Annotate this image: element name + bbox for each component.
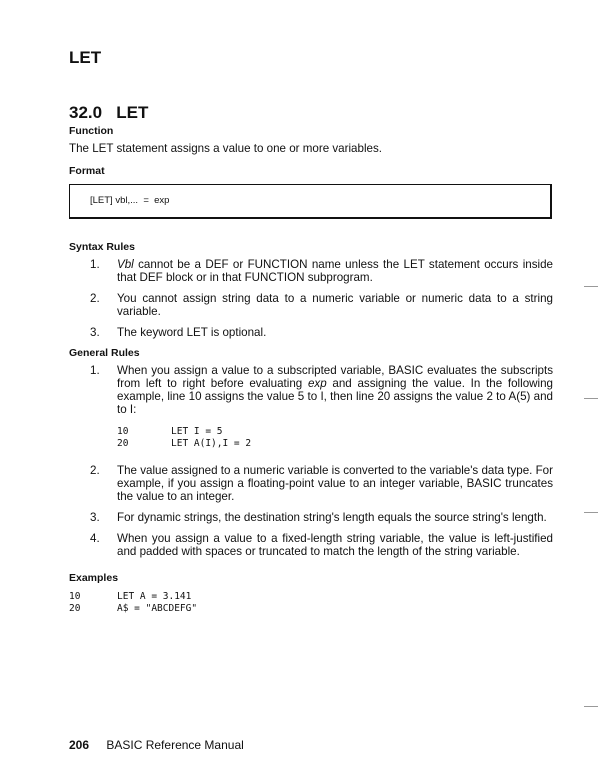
syntax-rule <box>69 292 553 318</box>
rule-text-b: and assigning the value. In the following example, line 10 assigns the value 5 to I, then line 20 assigns the value 2 to A(5) and to I: <box>117 377 553 416</box>
examples-code-block <box>69 591 553 615</box>
general-rule <box>69 364 553 450</box>
syntax-rule <box>69 326 553 339</box>
code-line <box>69 591 553 603</box>
format-box <box>69 184 552 219</box>
general-rule <box>69 464 553 503</box>
margin-mark <box>584 512 598 513</box>
rule-number: 3. <box>90 511 100 524</box>
section-title: LET <box>116 103 149 122</box>
line-number: 20 <box>117 438 129 449</box>
syntax-rule <box>69 258 553 284</box>
line-number: 10 <box>117 426 129 437</box>
rule-text: For dynamic strings, the destination string's length equals the source string's length. <box>117 511 547 524</box>
page-number: 206 <box>69 738 90 752</box>
statement: LET I = 5 <box>171 426 223 437</box>
rule-number: 2. <box>90 292 100 305</box>
rule-number: 2. <box>90 464 100 477</box>
rule-text <box>117 258 553 284</box>
rule-text <box>117 364 553 416</box>
statement: LET A(I),I = 2 <box>171 438 252 449</box>
rule-number: 1. <box>90 258 100 271</box>
function-text: The LET statement assigns a value to one or more variables. <box>69 142 382 155</box>
code-block <box>117 426 553 450</box>
general-rules-list <box>69 364 553 558</box>
page-header-title: LET <box>69 48 102 67</box>
margin-mark <box>584 706 598 707</box>
margin-mark <box>584 286 598 287</box>
statement: A$ = "ABCDEFG" <box>117 603 198 614</box>
rule-text: The keyword LET is optional. <box>117 326 267 339</box>
code-line <box>117 438 553 450</box>
syntax-rules-list <box>69 258 553 339</box>
rule-text: The value assigned to a numeric variable is converted to the variable's data type. For example, if you assign a floating-point value to an integer variable, BASIC truncates the value to an integer. <box>117 464 553 503</box>
line-number: 20 <box>69 603 81 614</box>
statement: LET A = 3.141 <box>117 591 192 602</box>
rule-italic: exp <box>307 377 327 390</box>
section-heading <box>69 103 553 123</box>
code-line <box>117 426 553 438</box>
code-line <box>69 603 553 615</box>
general-rule <box>69 532 553 558</box>
rule-text: You cannot assign string data to a numeric variable or numeric data to a string variable. <box>117 292 553 318</box>
rule-text: When you assign a value to a fixed-length string variable, the value is left-justified and padded with spaces or truncated to match the length of the string variable. <box>117 532 553 558</box>
format-syntax: [LET] vbl,... = exp <box>90 195 170 206</box>
rule-number: 1. <box>90 364 100 377</box>
rule-text-body: cannot be a DEF or FUNCTION name unless the LET statement occurs inside that DEF block or in that FUNCTION subprogram. <box>117 258 553 284</box>
margin-mark <box>584 398 598 399</box>
footer-title: BASIC Reference Manual <box>106 738 244 752</box>
rule-number: 3. <box>90 326 100 339</box>
rule-text-a: When you assign a value to a subscripted variable, BASIC evaluates the subscripts from left to right before evaluating <box>117 364 553 390</box>
examples-heading: Examples <box>69 572 119 584</box>
general-rules-heading: General Rules <box>69 347 140 359</box>
section-number: 32.0 <box>69 103 103 122</box>
format-heading: Format <box>69 165 105 177</box>
rule-italic: Vbl <box>117 258 134 271</box>
page-footer <box>69 738 244 752</box>
line-number: 10 <box>69 591 81 602</box>
syntax-rules-heading: Syntax Rules <box>69 241 135 253</box>
function-heading: Function <box>69 125 114 137</box>
rule-number: 4. <box>90 532 100 545</box>
page-content <box>69 48 553 615</box>
general-rule <box>69 511 553 524</box>
